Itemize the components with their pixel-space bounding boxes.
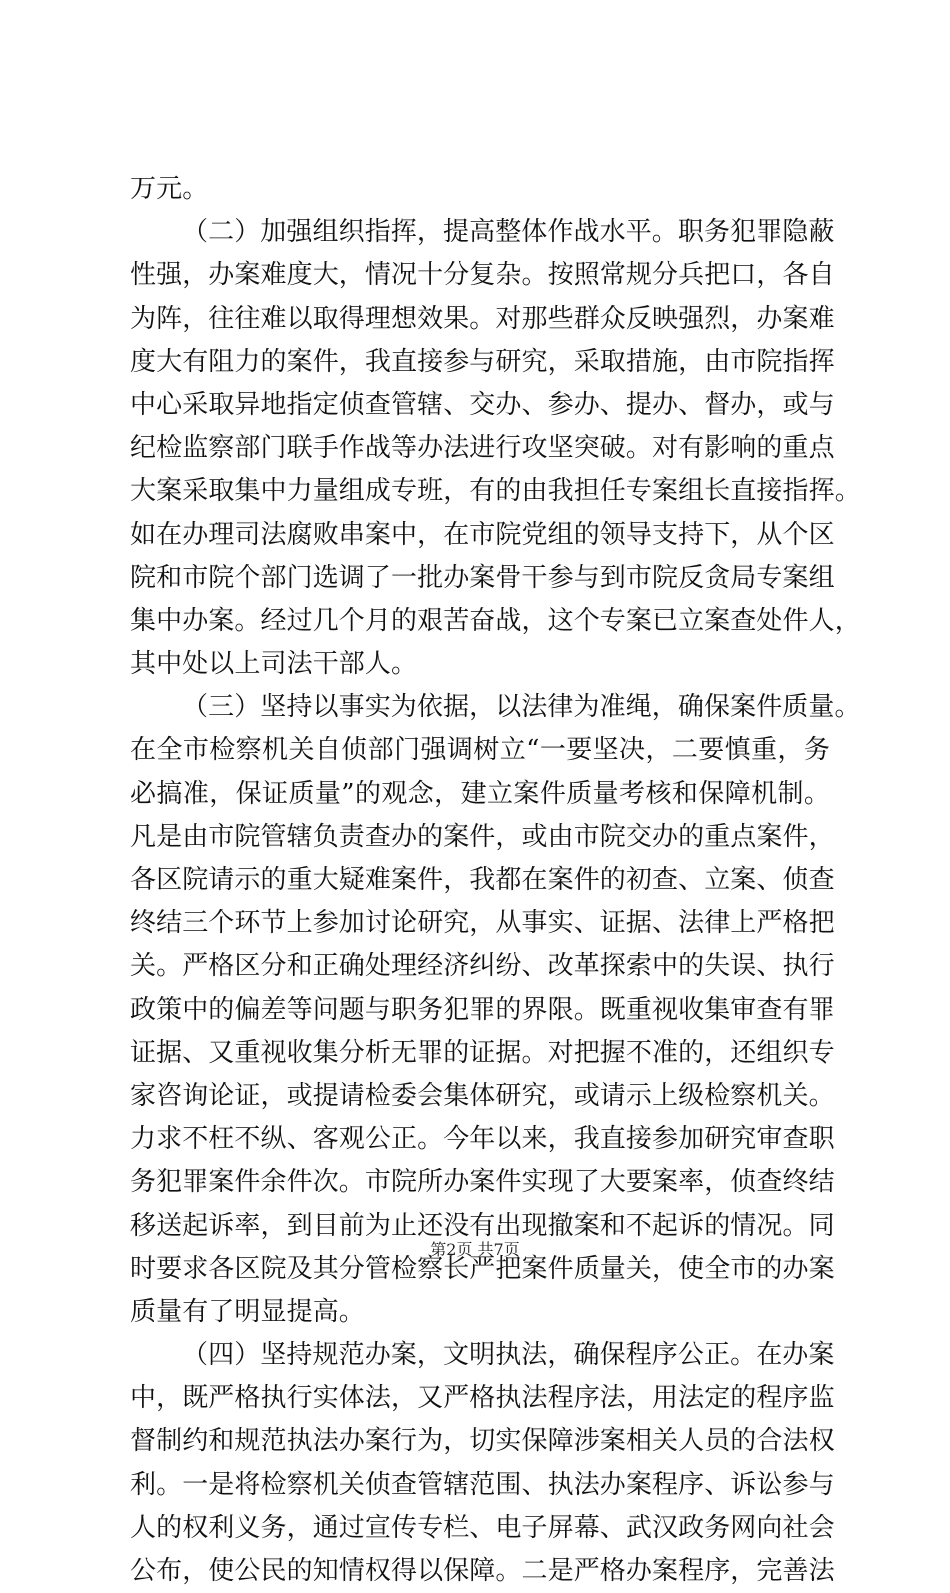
text-line: 集中办案。经过几个月的艰苦奋战，这个专案已立案查处件人，	[130, 605, 861, 636]
text-line: （四）坚持规范办案，文明执法，确保程序公正。在办案	[182, 1340, 835, 1371]
text-line: 如在办理司法腐败串案中，在市院党组的领导支持下，从个区	[130, 519, 835, 550]
text-line: （二）加强组织指挥，提高整体作战水平。职务犯罪隐蔽	[182, 217, 835, 248]
text-line: 人的权利义务，通过宣传专栏、电子屏幕、武汉政务网向社会	[130, 1512, 835, 1543]
text-line: 力求不枉不纵、客观公正。今年以来，我直接参加研究审查职	[130, 1124, 835, 1155]
text-line: 必搞准，保证质量”的观念，建立案件质量考核和保障机制。	[130, 778, 830, 809]
text-line: 各区院请示的重大疑难案件，我都在案件的初查、立案、侦查	[130, 865, 835, 895]
text-line: 终结三个环节上参加讨论研究，从事实、证据、法律上严格把	[130, 908, 835, 939]
text-line: 凡是由市院管辖负责查办的案件，或由市院交办的重点案件，	[130, 821, 835, 852]
text-line: 质量有了明显提高。	[130, 1296, 365, 1327]
text-line: 度大有阻力的案件，我直接参与研究，采取措施，由市院指挥	[130, 346, 835, 377]
document-body	[130, 168, 861, 1593]
text-line: 务犯罪案件余件次。市院所办案件实现了大要案率，侦查终结	[130, 1167, 835, 1198]
text-line: 在全市检察机关自侦部门强调树立“一要坚决，二要慎重，务	[130, 735, 830, 766]
text-line: 中，既严格执行实体法，又严格执法程序法，用法定的程序监	[130, 1383, 835, 1414]
text-line: 关。严格区分和正确处理经济纠纷、改革探索中的失误、执行	[130, 951, 835, 982]
text-line: 证据、又重视收集分析无罪的证据。对把握不准的，还组织专	[130, 1037, 835, 1068]
text-line: 中心采取异地指定侦查管辖、交办、参办、提办、督办，或与	[130, 389, 835, 420]
text-line: 院和市院个部门选调了一批办案骨干参与到市院反贪局专案组	[130, 562, 835, 593]
page-footer: 第2页 共7页	[430, 1240, 520, 1259]
text-line: 公布，使公民的知情权得以保障。二是严格办案程序，完善法	[130, 1556, 835, 1586]
text-line: 家咨询论证，或提请检委会集体研究，或请示上级检察机关。	[130, 1080, 835, 1111]
text-line: （三）坚持以事实为依据，以法律为准绳，确保案件质量。	[182, 692, 861, 723]
text-line: 移送起诉率，到目前为止还没有出现撤案和不起诉的情况。同	[130, 1210, 835, 1241]
text-line: 为阵，往往难以取得理想效果。对那些群众反映强烈，办案难	[130, 303, 835, 334]
text-line: 大案采取集中力量组成专班，有的由我担任专案组长直接指挥。	[130, 476, 861, 507]
text-line: 纪检监察部门联手作战等办法进行攻坚突破。对有影响的重点	[130, 433, 835, 464]
text-line: 性强，办案难度大，情况十分复杂。按照常规分兵把口，各自	[130, 260, 835, 291]
text-line: 政策中的偏差等问题与职务犯罪的界限。既重视收集审查有罪	[130, 994, 835, 1025]
text-line: 利。一是将检察机关侦查管辖范围、执法办案程序、诉讼参与	[130, 1469, 835, 1500]
text-line: 督制约和规范执法办案行为，切实保障涉案相关人员的合法权	[130, 1426, 835, 1457]
text-line: 万元。	[130, 174, 209, 204]
text-line: 时要求各区院及其分管检察长严把案件质量关，使全市的办案	[130, 1253, 835, 1284]
text-line: 其中处以上司法干部人。	[130, 649, 418, 680]
